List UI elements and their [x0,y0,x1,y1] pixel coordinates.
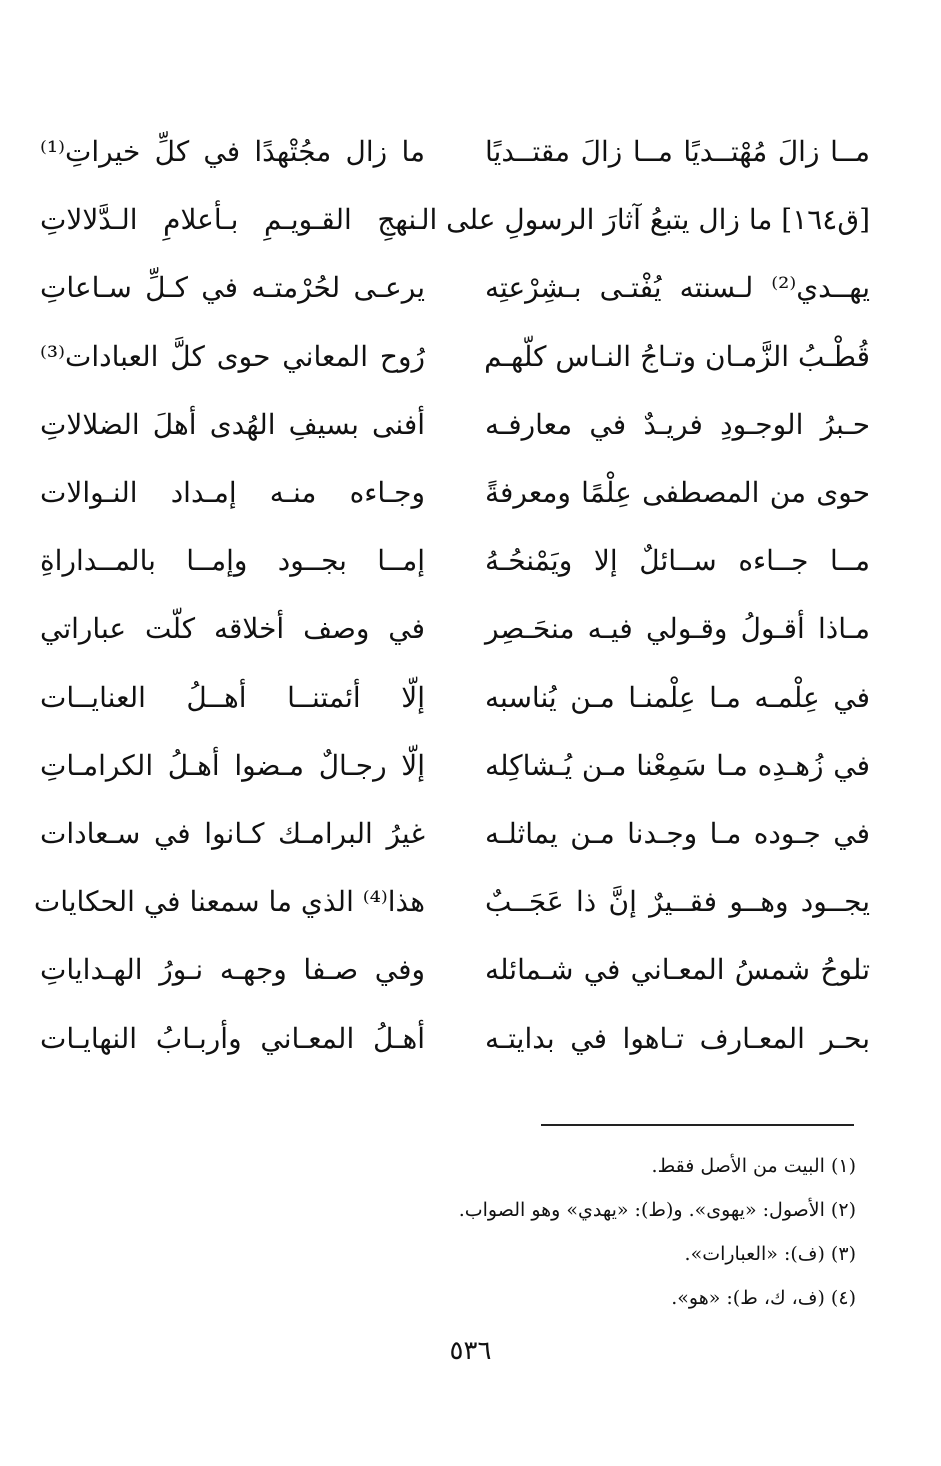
second-hemistich: أهـلُ المعـاني وأربـابُ النهايـات [40,1021,425,1055]
second-hemistich: في وصف أخلاقه كلّت عباراتي [40,612,425,646]
first-hemistich: حـبرُ الوجـودِ فريـدٌ في معارفـه [485,407,870,441]
second-hemistich: غيرُ البرامـك كـانوا في سـعادات [40,816,425,850]
first-hemistich: مــا زالَ مُهْتــديًا مــا زالَ مقتــديًا [485,135,870,169]
verse [40,595,870,663]
first-hemistich: مـاذا أقـولُ وقـولي فيـه منحَـصِر [485,612,870,646]
first-hemistich: [ق١٦٤] ما زال يتبعُ آثارَ الرسولِ على الـ [412,203,870,237]
first-hemistich: يجــود وهــو فقــيرٌ إنَّ ذا عَجَــبٌ [485,885,870,919]
footnote-separator [541,1124,854,1126]
second-hemistich: وجـاءه منـه إمـداد النـوالات [40,476,425,510]
verse [40,118,870,186]
verse [40,527,870,595]
page-number: ٥٣٦ [449,1336,492,1366]
verse [40,800,870,868]
verse [40,664,870,732]
first-hemistich: حوى من المصطفى عِلْمًا ومعرفةً [485,476,870,510]
footnote: (١) البيت من الأصل فقط. [651,1155,856,1177]
second-hemistich: إمــا بجــود وإمــا بالمــداراةِ [40,544,425,578]
second-hemistich: يرعـى لحُرْمتـه في كـلِّ سـاعاتِ [40,271,425,305]
second-hemistich: وفي صـفا وجهـه نـورُ الهـداياتِ [40,953,425,987]
verse [40,936,870,1004]
verse [33,868,870,936]
verse [40,254,870,322]
first-hemistich: يهــدي⁽²⁾ لـسنته يُفْتـى بـشِرْعتِه [485,271,870,305]
verse [40,323,870,391]
second-hemistich: إلّا أئمتنــا أهــلُ العنايــات [40,680,425,714]
second-hemistich: إلّا رجـالٌ مـضوا أهـلُ الكرامـاتِ [40,748,425,782]
footnote: (٣) (ف): «العبارات». [684,1243,856,1265]
second-hemistich: رُوح المعاني حوى كلَّ العبادات⁽³⁾ [40,339,425,373]
second-hemistich: هذا⁽⁴⁾ الذي ما سمعنا في الحكايات [33,885,425,919]
first-hemistich: تلوحُ شمسُ المعـاني في شـمائله [485,953,870,987]
second-hemistich: ما زال مجُتْهدًا في كلِّ خيراتِ⁽¹⁾ [40,135,425,169]
first-hemistich: مــا جــاءه ســائلٌ إلا ويَمْنحُـهُ [485,544,870,578]
verse [40,459,870,527]
poem [33,118,870,1073]
first-hemistich: في عِلْمـه مـا عِلْمنـا مـن يُناسبه [485,680,870,714]
second-hemistich: ـنهجِ القـويـمِ بـأعلامِ الـدَّلالاتِ [40,203,425,237]
first-hemistich: بحـر المعـارف تـاهوا في بدايتـه [485,1021,870,1055]
first-hemistich: في جـوده مـا وجـدنا مـن يماثلـه [485,816,870,850]
verse [40,186,870,254]
footnote: (٢) الأصول: «يهوى». و(ط): «يهدي» وهو الصواب. [458,1199,856,1221]
footnote: (٤) (ف، ك، ط): «هو». [671,1287,856,1309]
first-hemistich: قُطْـبُ الزَّمـان وتـاجُ النـاس كلّهـم [484,339,870,373]
verse [40,391,870,459]
verse [40,1004,870,1072]
second-hemistich: أفنى بسيفِ الهُدى أهلَ الضلالاتِ [40,407,425,441]
footnotes [76,1144,856,1320]
first-hemistich: في زُهـدِه مـا سَمِعْنا مـن يُـشاكِله [485,748,870,782]
verse [40,732,870,800]
